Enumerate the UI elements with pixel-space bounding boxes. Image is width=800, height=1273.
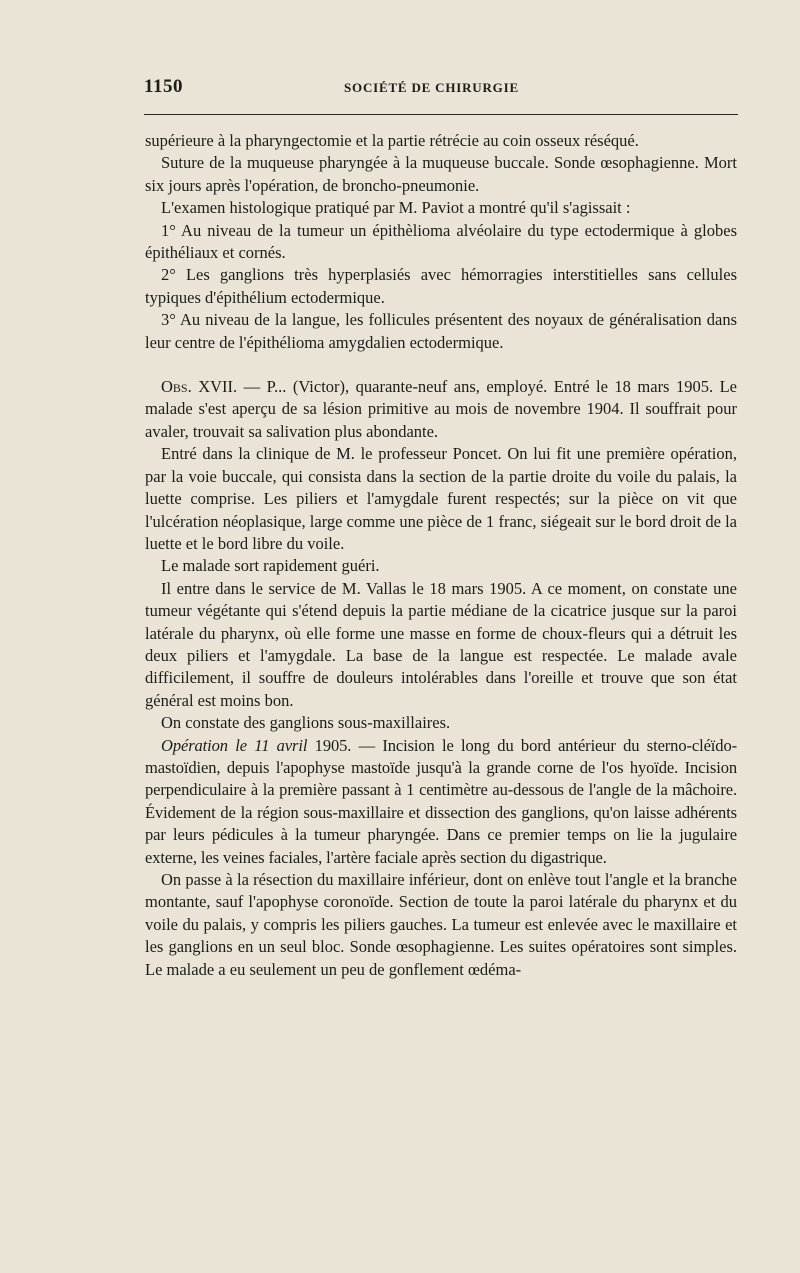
- paragraph-finding-2: 2° Les ganglions très hyperplasiés avec hémorragies interstitielles sans cellules typiques d'épithélium ectodermique.: [145, 265, 737, 307]
- running-head: SOCIÉTÉ DE CHIRURGIE: [344, 80, 519, 95]
- header-rule: [144, 114, 738, 115]
- observation-label: Obs. XVII.: [161, 377, 238, 397]
- page-header: [144, 76, 736, 100]
- observation-intro: [145, 376, 737, 443]
- paragraph-suture: Suture de la muqueuse pharyngée à la muqueuse buccale. Sonde œsophagienne. Mort six jours après l'opération, de broncho-pneumonie.: [145, 153, 737, 195]
- operation-label: Opération le 11 avril: [161, 735, 308, 755]
- body-text: [145, 130, 737, 981]
- page-number: 1150: [144, 76, 183, 97]
- observation-intro-text: — P... (Victor), quarante-neuf ans, employé. Entré le 18 mars 1905. Le malade s'est aperçu de sa lésion primitive au mois de novembre 1904. Il souffrait pour avaler, trouvait sa salivation plus abondante.: [145, 377, 737, 441]
- paragraph-continuation: supérieure à la pharyngectomie et la partie rétrécie au coin osseux réséqué.: [145, 131, 639, 150]
- paragraph-finding-3: 3° Au niveau de la langue, les follicules présentent des noyaux de généralisation dans leur centre de l'épithélioma amygdalien ectodermique.: [145, 310, 737, 352]
- operation-text: 1905. — Incision le long du bord antérieur du sterno-cléïdo-mastoïdien, depuis l'apophyse mastoïde jusqu'à la grande corne de l'os hyoïde. Incision perpendiculaire à la première passant à 1 centimètre au-dessous de l'angle de la mâchoire. Évidement de la région sous-maxillaire et dissection des ganglions, qu'on laisse adhérents par leurs pédicules à la tumeur pharyngée. Dans ce premier temps on lie la jugulaire externe, les veines faciales, l'artère faciale après section du digastrique.: [145, 735, 737, 867]
- operation-paragraph: [145, 735, 737, 869]
- observation-final-paragraph: On passe à la résection du maxillaire inférieur, dont on enlève tout l'angle et la branche montante, sauf l'apophyse coronoïde. Section de toute la paroi latérale du pharynx et du voile du palais, y compris les piliers gauches. La tumeur est enlevée avec le maxillaire et les ganglions en un seul bloc. Sonde œsophagienne. Les suites opératoires sont simples. Le malade a eu seulement un peu de gonflement œdéma-: [145, 870, 737, 979]
- observation-paragraph: On constate des ganglions sous-maxillaires.: [161, 713, 451, 733]
- paragraph-histology: L'examen histologique pratiqué par M. Paviot a montré qu'il s'agissait :: [161, 198, 631, 218]
- observation-paragraph: Il entre dans le service de M. Vallas le 18 mars 1905. A ce moment, on constate une tumeur végétante qui s'étend depuis la partie médiane de la cicatrice jusque sur la paroi latérale du pharynx, où elle forme une masse en forme de choux-fleurs qui a détruit les deux piliers et l'amygdale. La base de la langue est respectée. Le malade avale difficilement, il souffre de douleurs intolérables dans l'oreille et trouve que son état général est moins bon.: [145, 578, 737, 710]
- observation-paragraph: Entré dans la clinique de M. le professeur Poncet. On lui fit une première opération, par la voie buccale, qui consista dans la section de la partie droite du voile du palais, la luette comprise. Les piliers et l'amygdale furent respectés; sur la pièce on vit que l'ulcération néoplasique, large comme une pièce de 1 franc, siégeait sur le bord droit de la luette et le bord libre du voile.: [145, 444, 737, 553]
- observation-paragraph: Le malade sort rapidement guéri.: [161, 556, 380, 576]
- paragraph-finding-1: 1° Au niveau de la tumeur un épithèlioma alvéolaire du type ectodermique à globes épithéliaux et cornés.: [145, 220, 737, 263]
